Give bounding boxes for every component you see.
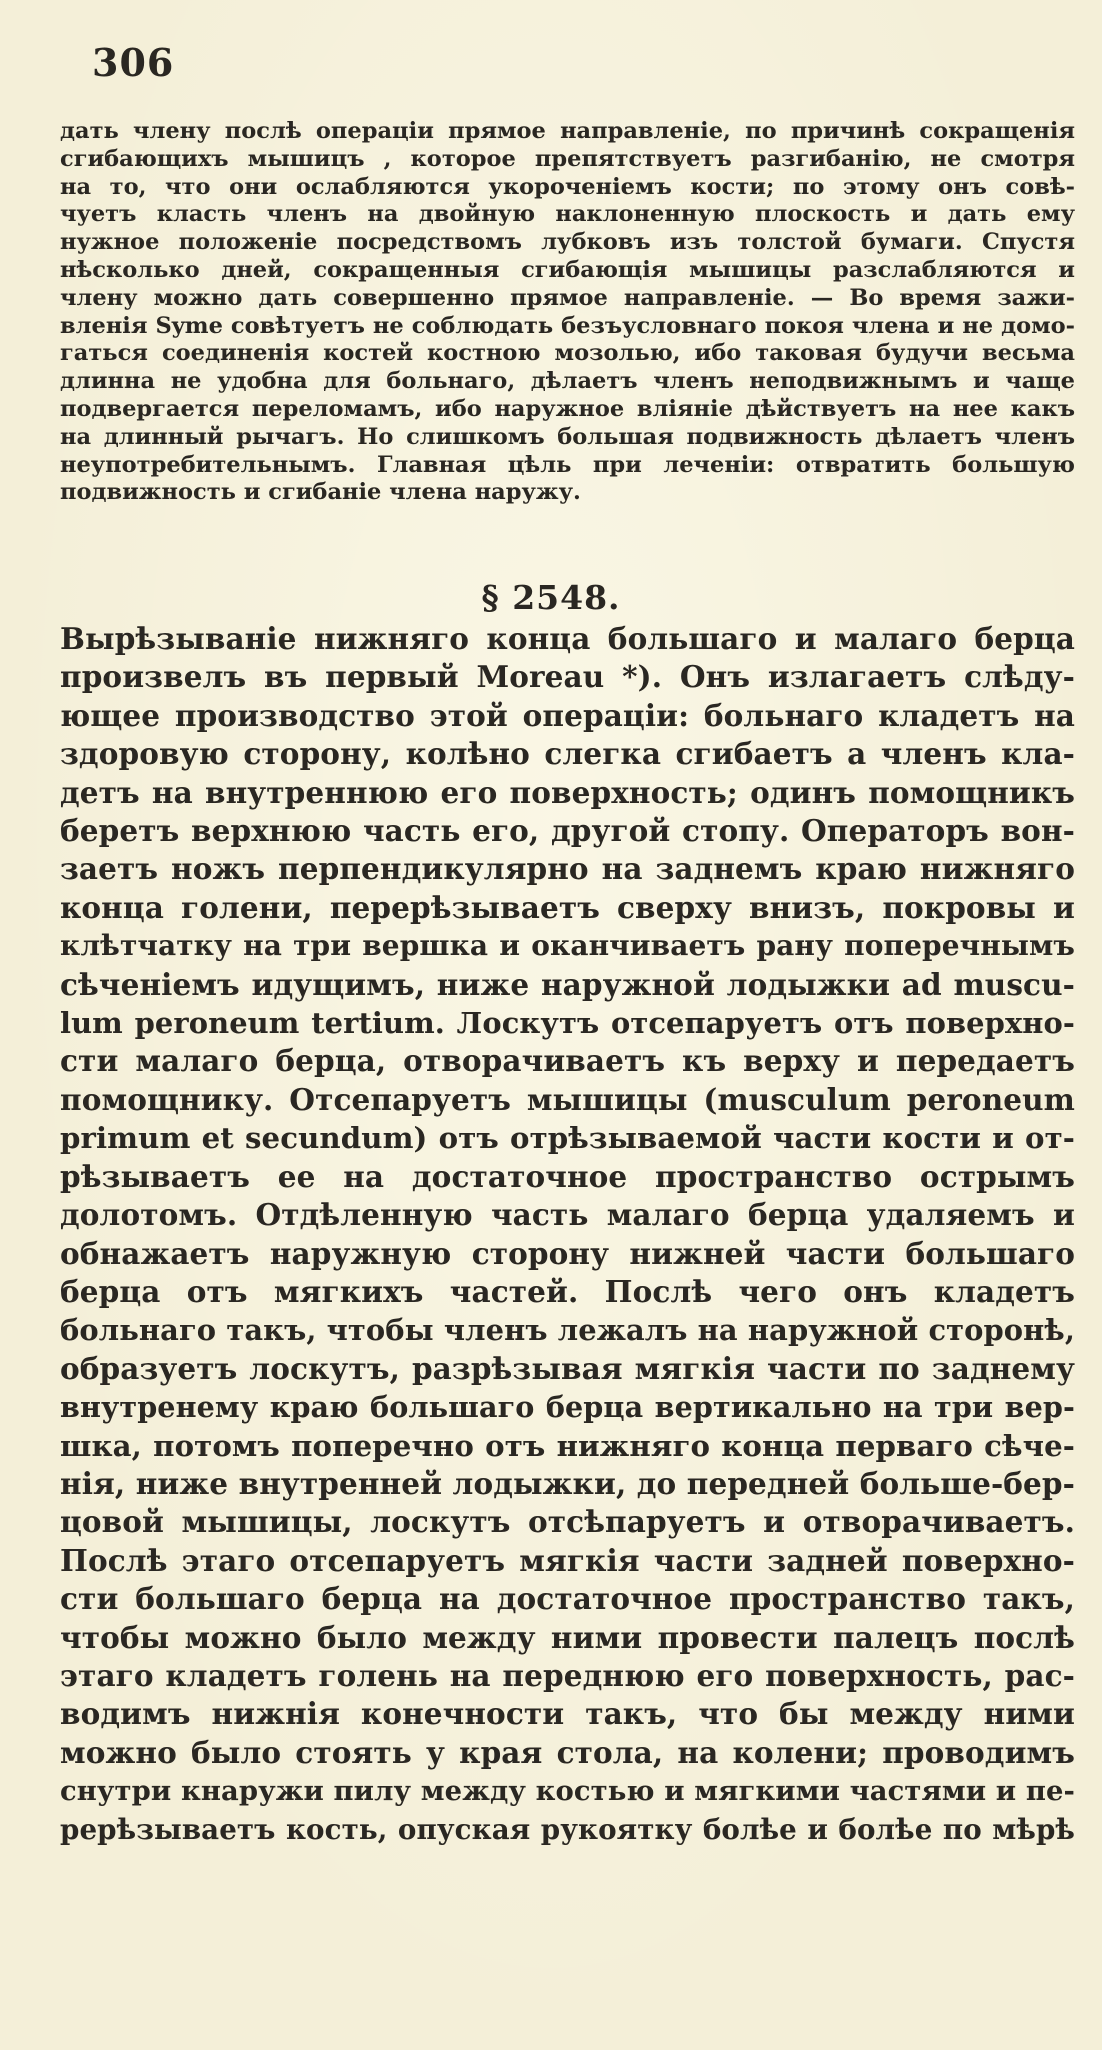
text-line: можно было стоять у края стола, на колени; проводимъ xyxy=(60,1734,1075,1770)
text-line: конца голени, перерѣзываетъ сверху внизъ, покровы и xyxy=(60,889,1075,925)
text-line: члену можно дать совершенно прямое направленіе. — Во время зажи- xyxy=(60,284,1075,311)
text-line: вленія Syme совѣтуетъ не соблюдать безъусловнаго покоя члена и не домо- xyxy=(60,312,1075,339)
text-line: сѣченіемъ идущимъ, ниже наружной лодыжки ad muscu- xyxy=(60,966,1075,1002)
text-line: внутренему краю большаго берца вертикально на три вер- xyxy=(60,1390,1075,1425)
text-line: гаться соединенія костей костною мозолью, ибо таковая будучи весьма xyxy=(60,340,1075,367)
text-line: обнажаетъ наружную сторону нижней части большаго xyxy=(60,1235,1075,1271)
text-line: длинна не удобна для больнаго, дѣлаетъ членъ неподвижнымъ и чаще xyxy=(60,368,1075,395)
text-line: снутри кнаружи пилу между костью и мягкими частями и пе- xyxy=(60,1775,1075,1808)
text-line: сти большаго берца на достаточное пространство такъ, xyxy=(60,1581,1075,1617)
text-line: нѣсколько дней, сокращенныя сгибающія мышицы разслабляются и xyxy=(60,256,1075,283)
text-line: нія, ниже внутренней лодыжки, до передней больше-бер- xyxy=(60,1465,1075,1501)
text-line: на то, что они ослабляются укороченіемъ кости; по этому онъ совѣ- xyxy=(60,173,1075,200)
text-line: сгибающихъ мышицъ , которое препятствуетъ разгибанію, не смотря xyxy=(60,145,1075,172)
text-line: клѣтчатку на три вершка и оканчиваетъ рану поперечнымъ xyxy=(60,929,1075,963)
text-line: на длинный рычагъ. Но слишкомъ большая подвижность дѣлаетъ членъ xyxy=(60,423,1075,450)
text-line: нужное положеніе посредствомъ лубковъ изъ толстой бумаги. Спустя xyxy=(60,229,1075,256)
text-line: Вырѣзываніе нижняго конца большаго и малаго берца xyxy=(60,621,1075,656)
small-print-paragraph xyxy=(60,118,1075,507)
main-paragraph xyxy=(60,620,1075,1849)
text-line: чтобы можно было между ними провести палецъ послѣ xyxy=(60,1619,1075,1655)
text-line: подвижность и сгибаніе члена наружу. xyxy=(60,479,581,506)
text-line: водимъ нижнія конечности такъ, что бы между ними xyxy=(60,1696,1075,1732)
text-line: заетъ ножъ перпендикулярно на заднемъ краю нижняго xyxy=(60,851,1075,887)
text-line: помощнику. Отсепаруетъ мышицы (musculum peroneum xyxy=(60,1081,1075,1117)
text-line: чуетъ класть членъ на двойную наклоненную плоскость и дать ему xyxy=(60,201,1075,228)
text-line: ющее производство этой операціи: больнаго кладетъ на xyxy=(60,697,1075,733)
text-line: больнаго такъ, чтобы членъ лежалъ на наружной сторонѣ, xyxy=(60,1313,1075,1348)
text-line: lum peroneum tertium. Лоскутъ отсепаруетъ отъ поверхно- xyxy=(60,1006,1075,1041)
text-line: рерѣзываетъ кость, опуская рукоятку болѣе и болѣе по мѣрѣ xyxy=(60,1812,1075,1846)
text-line: детъ на внутреннюю его поверхность; одинъ помощникъ xyxy=(60,774,1075,810)
text-line: этаго кладетъ голень на переднюю его поверхность, рас- xyxy=(60,1657,1075,1693)
text-line: долотомъ. Отдѣленную часть малаго берца удаляемъ и xyxy=(60,1197,1075,1233)
text-line: образуетъ лоскутъ, разрѣзывая мягкія части по заднему xyxy=(60,1350,1075,1386)
text-line: здоровую сторону, колѣно слегка сгибаетъ а членъ кла- xyxy=(60,736,1075,772)
text-line: подвергается переломамъ, ибо наружное вліяніе дѣйствуетъ на нее какъ xyxy=(60,395,1075,422)
text-line: шка, потомъ поперечно отъ нижняго конца перваго сѣче- xyxy=(60,1428,1075,1463)
text-line: неупотребительнымъ. Главная цѣль при леченіи: отвратить большую xyxy=(60,451,1075,478)
text-line: цовой мышицы, лоскутъ отсѣпаруетъ и отворачиваетъ. xyxy=(60,1504,1075,1540)
text-line: дать члену послѣ операціи прямое направленіе, по причинѣ сокращенія xyxy=(60,118,1075,144)
text-line: primum et secundum) отъ отрѣзываемой части кости и от- xyxy=(60,1121,1075,1156)
text-line: сти малаго берца, отворачиваетъ къ верху и передаетъ xyxy=(60,1043,1075,1079)
text-line: беретъ верхнюю часть его, другой стопу. Операторъ вон- xyxy=(60,813,1075,849)
page-number: 306 xyxy=(92,40,175,85)
text-line: Послѣ этаго отсепаруетъ мягкія части задней поверхно- xyxy=(60,1542,1075,1578)
section-heading: § 2548. xyxy=(481,578,621,617)
text-line: рѣзываетъ ее на достаточное пространство острымъ xyxy=(60,1158,1075,1194)
text-line: произвелъ въ первый Moreau *). Онъ излагаетъ слѣду- xyxy=(60,659,1075,695)
text-line: берца отъ мягкихъ частей. Послѣ чего онъ кладетъ xyxy=(60,1273,1075,1309)
